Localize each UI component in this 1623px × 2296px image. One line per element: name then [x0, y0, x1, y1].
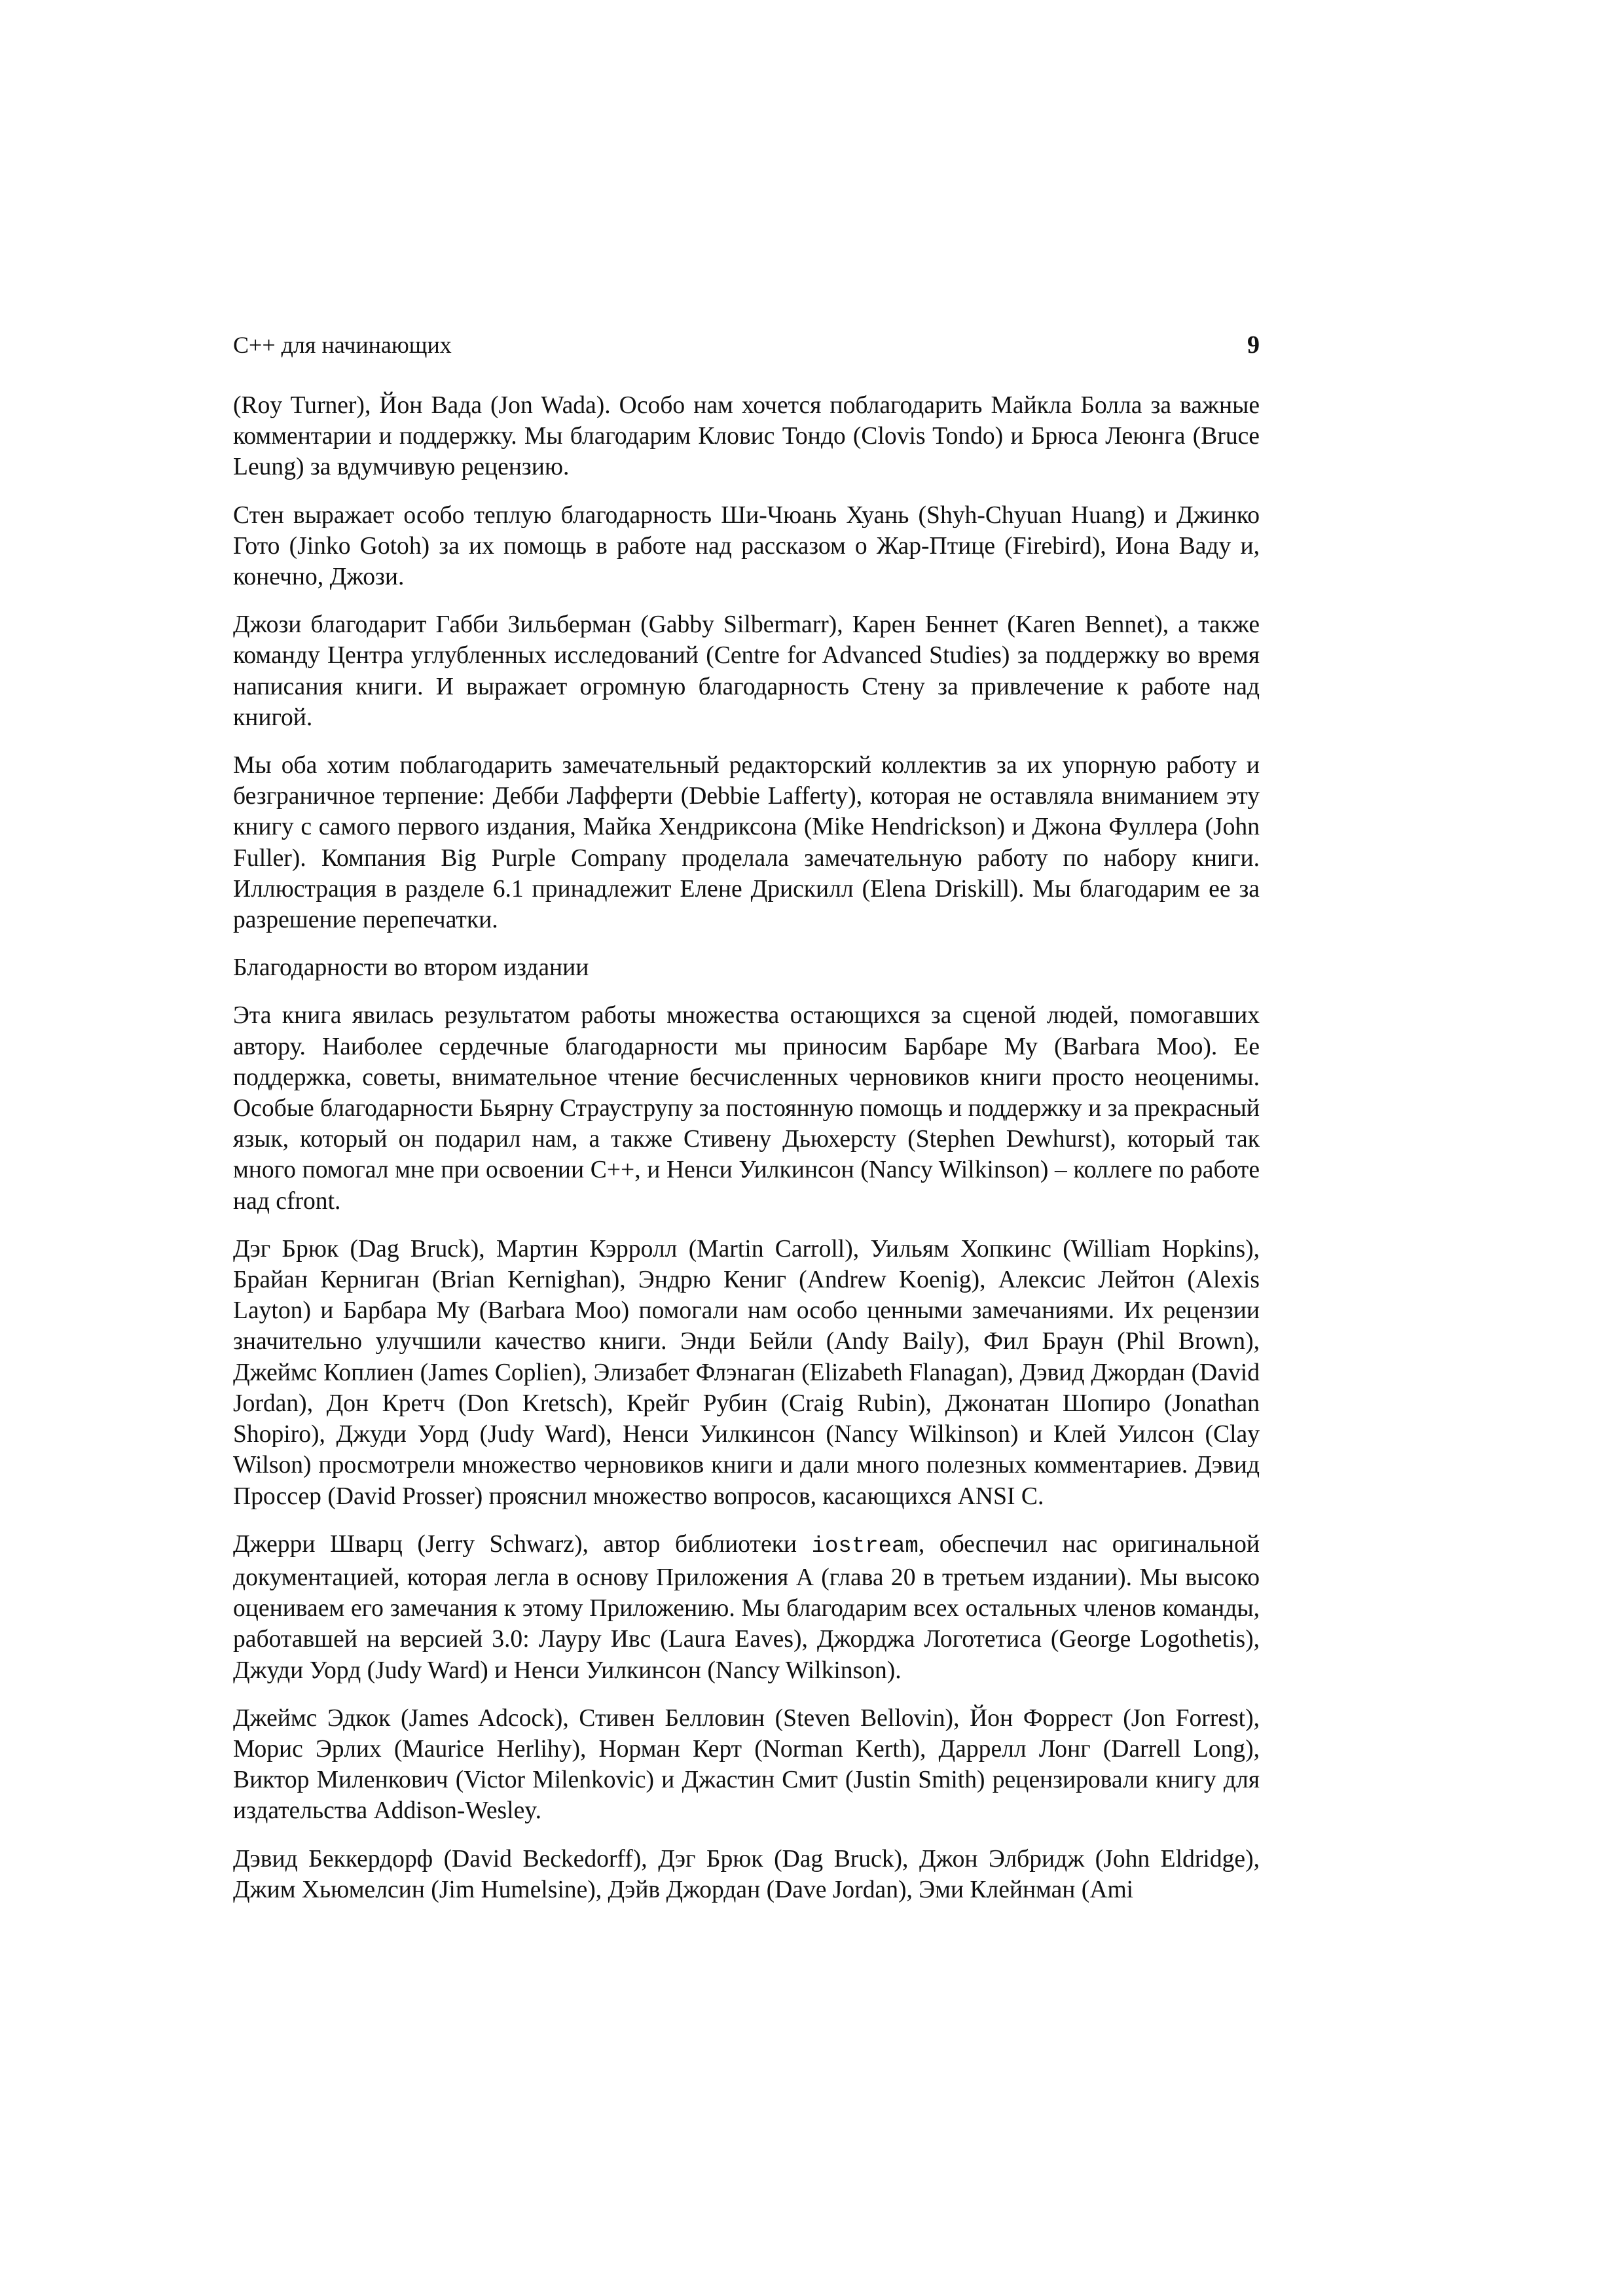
body-text — [233, 390, 1260, 1922]
inline-code-iostream: iostream — [811, 1534, 919, 1559]
page-number: 9 — [1247, 331, 1260, 359]
paragraph-addison-wesley-reviewers: Джеймс Эдкок (James Adcock), Стивен Белловин (Steven Bellovin), Йон Форрест (Jon Forrest), Морис Эрлих (Maurice Herlihy), Норман Керт (Norman Kerth), Даррелл Лонг (Darrell Long), Виктор Миленкович (Victor Milenkovic) и Джастин Смит (Justin Smith) рецензировали книгу для издательства Addison-Wesley. — [233, 1704, 1260, 1825]
paragraph-beckedorff: Дэвид Беккердорф (David Beckedorff), Дэг Брюк (Dag Bruck), Джон Элбридж (John Eldridge), Джим Хьюмелсин (Jim Humelsine), Дэйв Джордан (Dave Jordan), Эми Клейнман (Ami — [233, 1845, 1260, 1903]
running-header — [233, 329, 1260, 361]
paragraph-jerry-schwarz — [233, 1529, 1260, 1686]
paragraph-reviewers: Дэг Брюк (Dag Bruck), Мартин Кэрролл (Martin Carroll), Уильям Хопкинс (William Hopkins), Брайан Керниган (Brian Kernighan), Эндрю Кениг (Andrew Koenig), Алексис Лейтон (Alexis Layton) и Барбара Му (Barbara Moo) помогали нам особо ценными замечаниями. Их рецензии значительно улучшили качество книги. Энди Бейли (Andy Baily), Фил Браун (Phil Brown), Джеймс Коплиен (James Coplien), Элизабет Флэнаган (Elizabeth Flanagan), Дэвид Джордан (David Jordan), Дон Кретч (Don Kretsch), Крейг Рубин (Craig Rubin), Джонатан Шопиро (Jonathan Shopiro), Джуди Уорд (Judy Ward), Ненси Уилкинсон (Nancy Wilkinson) и Клей Уилсон (Clay Wilson) просмотрели множество черновиков книги и дали много полезных комментариев. Дэвид Проссер (David Prosser) прояснил множество вопросов, касающихся ANSI C. — [233, 1235, 1260, 1510]
paragraph-editorial-thanks: Мы оба хотим поблагодарить замечательный редакторский коллектив за их упорную работу и безграничное терпение: Дебби Лафферти (Debbie Lafferty), которая не оставляла вниманием эту книгу с самого первого издания, Майка Хендриксона (Mike Hendrickson) и Джона Фуллера (John Fuller). Компания Big Purple Company проделала замечательную работу по набору книги. Иллюстрация в разделе 6.1 принадлежит Елене Дрискилл (Elena Driskill). Мы благодарим ее за разрешение перепечатки. — [233, 752, 1260, 934]
section-heading-second-edition: Благодарности во втором издании — [233, 954, 589, 982]
paragraph-jerry-schwarz-after: , обеспечил нас оригинальной документацией, которая легла в основу Приложения А (глава 20 в третьем издании). Мы высоко оцениваем его замечания к этому Приложению. Мы благодарим всех остальных членов команды, работавшей на версией 3.0: Лауру Ивс (Laura Eaves), Джорджа Логотетиса (George Logothetis), Джуди Уорд (Judy Ward) и Ненси Уилкинсон (Nancy Wilkinson). — [233, 1530, 1260, 1684]
paragraph-stan-thanks: Стен выражает особо теплую благодарность Ши-Чюань Хуань (Shyh-Chyuan Huang) и Джинко Гото (Jinko Gotoh) за их помощь в работе над рассказом о Жар-Птице (Firebird), Иона Ваду и, конечно, Джози. — [233, 501, 1260, 591]
book-title: C++ для начинающих — [233, 332, 452, 358]
paragraph-jerry-schwarz-before: Джерри Шварц (Jerry Schwarz), автор библиотеки — [233, 1530, 812, 1558]
paragraph-josee-thanks: Джози благодарит Габби Зильберман (Gabby Silbermarr), Карен Беннет (Karen Bennet), а также команду Центра углубленных исследований (Centre for Advanced Studies) за поддержку во время написания книги. И выражает огромную благодарность Стену за привлечение к работе над книгой. — [233, 611, 1260, 731]
paragraph-continuation: (Roy Turner), Йон Вада (Jon Wada). Особо нам хочется поблагодарить Майкла Болла за важные комментарии и поддержку. Мы благодарим Кловис Тондо (Clovis Tondo) и Брюса Леюнга (Bruce Leung) за вдумчивую рецензию. — [233, 392, 1260, 481]
paragraph-barbara-moo: Эта книга явилась результатом работы множества остающихся за сценой людей, помогавших автору. Наиболее сердечные благодарности мы приносим Барбаре Му (Barbara Moo). Ее поддержка, советы, внимательное чтение бесчисленных черновиков книги просто неоценимы. Особые благодарности Бьярну Страуструпу за постоянную помощь и поддержку и за прекрасный язык, который он подарил нам, а также Стивену Дьюхерсту (Stephen Dewhurst), который так много помогал мне при освоении С++, и Ненси Уилкинсон (Nancy Wilkinson) – коллеге по работе над cfront. — [233, 1002, 1260, 1215]
